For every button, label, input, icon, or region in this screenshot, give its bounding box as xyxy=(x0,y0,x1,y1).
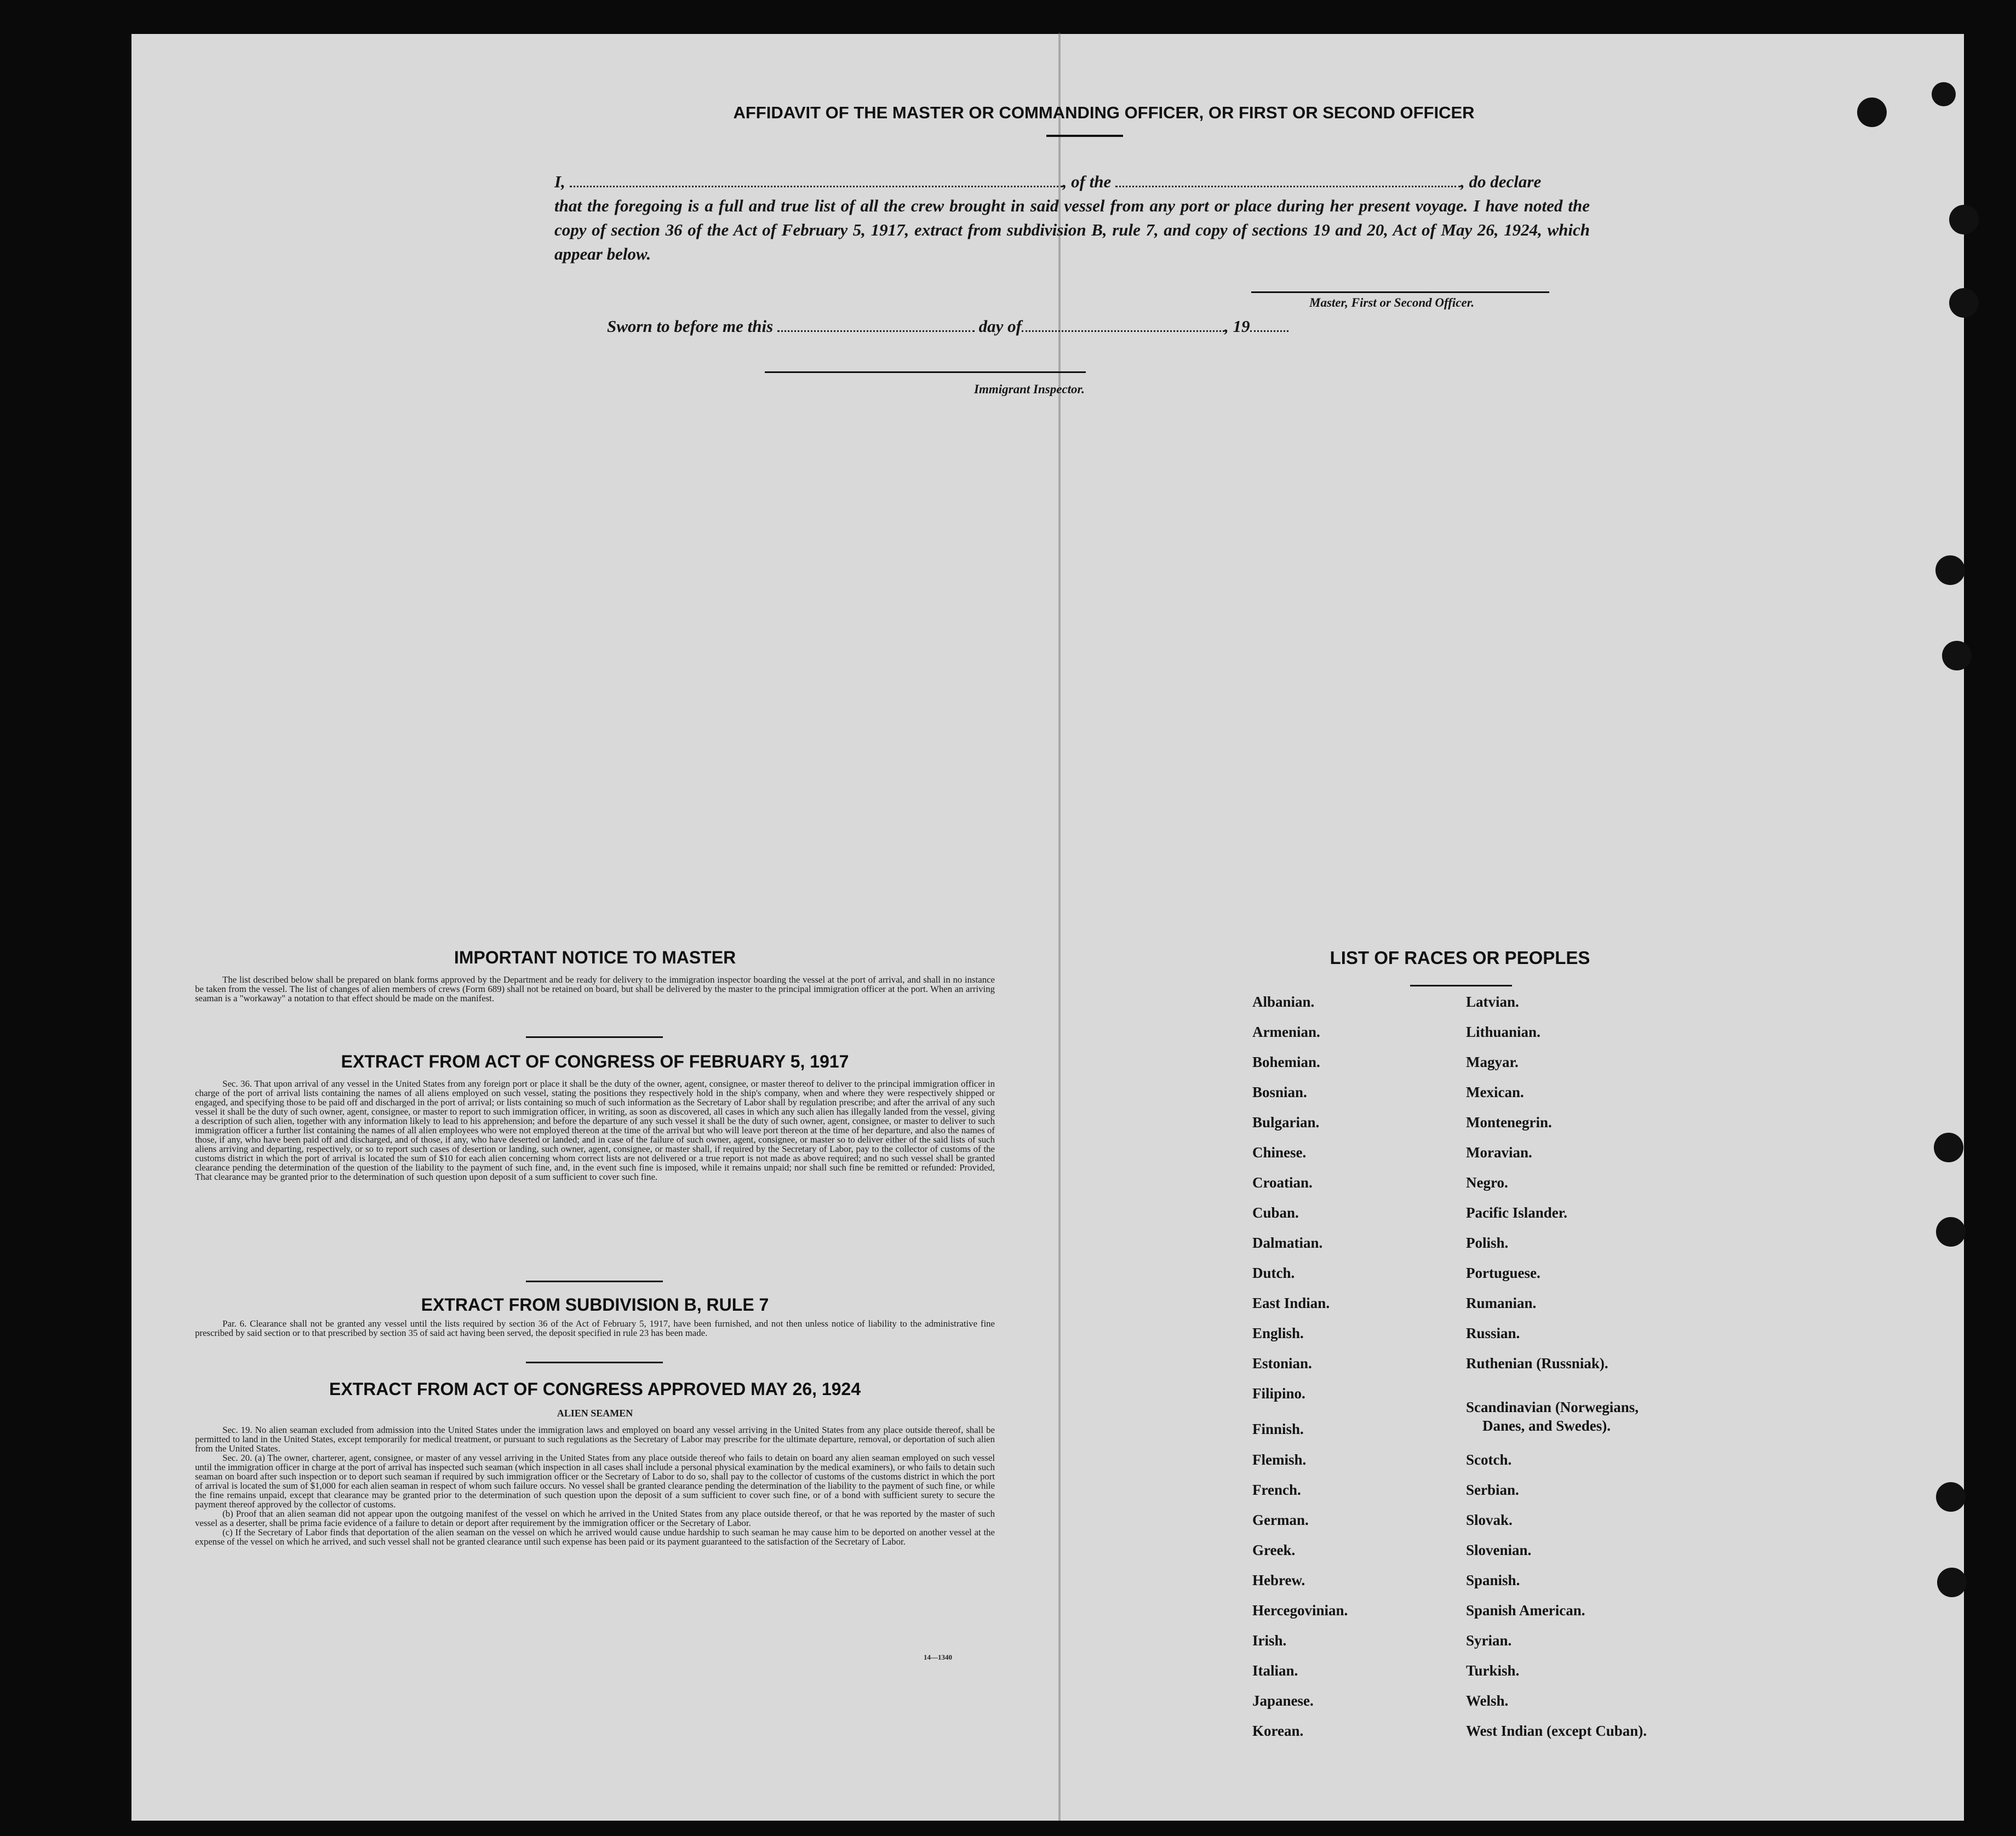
affidavit-title: AFFIDAVIT OF THE MASTER OR COMMANDING OFFICER, OR FIRST OR SECOND OFFICER xyxy=(733,103,1475,122)
document-page xyxy=(131,34,1964,1821)
binder-hole-7 xyxy=(1934,1133,1963,1162)
master-signature-line[interactable] xyxy=(1251,291,1549,293)
binder-hole-4 xyxy=(1949,288,1979,318)
officer-name-blank[interactable] xyxy=(570,173,1063,187)
race-item: Slovak. xyxy=(1466,1512,1513,1528)
inspector-caption: Immigrant Inspector. xyxy=(974,382,1085,396)
declaration-body: that the foregoing is a full and true list of all the crew brought in said vessel from any port or place during her present voyage. I have noted the copy of section 36 of the Act of February 5, 1917, extract from subdivision B, rule 7, and copy of sections 19 and 20, Act of May 26, 1924, which appear below. xyxy=(554,196,1590,263)
races-divider xyxy=(1410,985,1512,986)
race-item: West Indian (except Cuban). xyxy=(1466,1723,1647,1739)
race-item: Slovenian. xyxy=(1466,1542,1532,1558)
declaration-mid: , of the xyxy=(1062,172,1112,191)
race-item: Hercegovinian. xyxy=(1252,1602,1348,1619)
race-item: Dalmatian. xyxy=(1252,1235,1323,1251)
race-item: German. xyxy=(1252,1512,1309,1528)
sec20b-text: (b) Proof that an alien seaman did not appear upon the outgoing manifest of the vessel on which he arrived in the United States from any place outside thereof, or that he was reported by the master of such vessel as a deserter, shall be prima facie evidence of a failure to detain or deport after requirement by the immigration officer or the Secretary of Labor. xyxy=(195,1508,995,1528)
race-item: Irish. xyxy=(1252,1632,1287,1649)
race-item: Moravian. xyxy=(1466,1144,1532,1161)
sworn-day-label: day of xyxy=(978,317,1022,336)
race-item: Syrian. xyxy=(1466,1632,1512,1649)
sworn-year-label: , 19 xyxy=(1224,317,1250,336)
master-caption: Master, First or Second Officer. xyxy=(1309,296,1475,309)
race-item: Japanese. xyxy=(1252,1692,1314,1709)
race-item: Ruthenian (Russniak). xyxy=(1466,1355,1608,1372)
race-item: Flemish. xyxy=(1252,1451,1307,1468)
race-item: Scandinavian (Norwegians, xyxy=(1466,1399,1639,1415)
extract-1924-body xyxy=(195,1425,995,1546)
race-item: Spanish American. xyxy=(1466,1602,1585,1619)
race-item: Cuban. xyxy=(1252,1204,1299,1221)
race-item: Albanian. xyxy=(1252,994,1315,1010)
binder-hole-3 xyxy=(1949,205,1979,234)
alien-seamen-subtitle: ALIEN SEAMEN xyxy=(557,1408,633,1419)
race-item: Magyar. xyxy=(1466,1054,1519,1070)
race-item: Mexican. xyxy=(1466,1084,1524,1100)
binder-hole-6 xyxy=(1942,641,1972,670)
sec20c-text: (c) If the Secretary of Labor finds that deportation of the alien seaman on the vessel on which he arrived would cause undue hardship to such seaman he may cause him to be deported on another vessel at the expense of the vessel on which he arrived, and such vessel shall not be granted clearance until such expense has been paid or its payment guaranteed to the satisfaction of the Secretary of Labor. xyxy=(195,1527,995,1547)
race-item: English. xyxy=(1252,1325,1304,1341)
form-number: 14—1340 xyxy=(924,1653,952,1661)
race-item: Montenegrin. xyxy=(1466,1114,1552,1131)
declaration-end: , do declare xyxy=(1461,172,1542,191)
sworn-line xyxy=(607,317,1288,336)
page-fold xyxy=(1058,33,1061,1821)
race-item: Rumanian. xyxy=(1466,1295,1537,1311)
race-item: Polish. xyxy=(1466,1235,1509,1251)
race-item: East Indian. xyxy=(1252,1295,1330,1311)
declaration-prefix: I, xyxy=(554,172,565,191)
binder-hole-8 xyxy=(1936,1217,1966,1247)
sworn-month-blank[interactable] xyxy=(1022,317,1224,332)
race-item: Croatian. xyxy=(1252,1174,1313,1191)
race-item: Serbian. xyxy=(1466,1482,1519,1498)
vessel-name-blank[interactable] xyxy=(1115,173,1461,187)
race-item: Portuguese. xyxy=(1466,1265,1540,1281)
sec19-text: Sec. 19. No alien seaman excluded from admission into the United States under the immigration laws and employed on board any vessel arriving in the United States from any place outside thereof, shall be permitted to land in the United States, except temporarily for medical treatment, or pursuant to such regulations as the Secretary of Labor may prescribe for the ultimate departure, removal, or deportation of such alien from the United States. xyxy=(195,1425,995,1454)
race-item: Greek. xyxy=(1252,1542,1296,1558)
binder-hole-1 xyxy=(1857,97,1887,127)
notice-title: IMPORTANT NOTICE TO MASTER xyxy=(454,948,736,967)
race-item: Welsh. xyxy=(1466,1692,1509,1709)
race-item: French. xyxy=(1252,1482,1301,1498)
rule7-text: Par. 6. Clearance shall not be granted any vessel until the lists required by section 36 of the Act of February 5, 1917, have been furnished, and not then unless notice of liability to the administrative fine prescribed by said section or to that prescribed by section 35 of said act having been served, the deposit specified in rule 23 has been made. xyxy=(195,1318,995,1338)
race-item: Korean. xyxy=(1252,1723,1304,1739)
extract-1917-title: EXTRACT FROM ACT OF CONGRESS OF FEBRUARY 5, 1917 xyxy=(341,1052,849,1071)
notice-text: The list described below shall be prepared on blank forms approved by the Department and be ready for delivery to the immigration inspector boarding the vessel at the port of arrival, and shall in no instance be taken from the vessel. The list of changes of alien members of crews (Form 689) shall not be retained on board, but shall be delivered by the master to the principal immigration officer at the port. When an arriving seaman is a "workaway" a notation to that effect should be made on the manifest. xyxy=(195,974,995,1003)
extract-1924-title: EXTRACT FROM ACT OF CONGRESS APPROVED MAY 26, 1924 xyxy=(329,1379,861,1399)
divider-3 xyxy=(526,1362,663,1363)
sworn-day-blank[interactable] xyxy=(777,317,975,332)
divider-1 xyxy=(526,1036,663,1038)
inspector-signature-line[interactable] xyxy=(765,371,1086,373)
race-item: Filipino. xyxy=(1252,1385,1305,1402)
race-item: Pacific Islander. xyxy=(1466,1204,1567,1221)
binder-hole-2 xyxy=(1932,82,1956,106)
race-item: Russian. xyxy=(1466,1325,1520,1341)
race-item: Hebrew. xyxy=(1252,1572,1305,1588)
race-item: Lithuanian. xyxy=(1466,1024,1540,1040)
sec20a-text: Sec. 20. (a) The owner, charterer, agent, consignee, or master of any vessel arriving in the United States from any place outside thereof who fails to detain on board any alien seaman employed on such vessel until the immigration officer in charge at the port of arrival has inspected such seaman (which inspection in all cases shall include a personal physical examination by the medical examiners), or who fails to detain such seaman on board after such inspection or to deport such seaman if required by such immigration officer or the Secretary of Labor to do so, shall pay to the collector of customs of the customs district in which the port of arrival is located the sum of $1,000 for each alien seaman in respect of whom such failure occurs. No vessel shall be granted clearance pending the determination of the liability to the payment of such fine, or while the fine remains unpaid, except that clearance may be granted prior to the determination of such question upon the deposit of a sum sufficient to cover such fine, or of a bond with sufficient surety to secure the payment thereof approved by the collector of customs. xyxy=(195,1453,995,1510)
race-item: Dutch. xyxy=(1252,1265,1295,1281)
race-item: Estonian. xyxy=(1252,1355,1312,1372)
sworn-year-blank[interactable] xyxy=(1250,317,1288,332)
race-item: Latvian. xyxy=(1466,994,1519,1010)
race-item: Scotch. xyxy=(1466,1451,1512,1468)
affidavit-declaration xyxy=(554,170,1590,266)
race-item: Italian. xyxy=(1252,1662,1298,1679)
sworn-prefix: Sworn to before me this xyxy=(607,317,774,336)
binder-hole-10 xyxy=(1937,1568,1967,1597)
race-item: Chinese. xyxy=(1252,1144,1307,1161)
race-item: Negro. xyxy=(1466,1174,1508,1191)
race-item: Spanish. xyxy=(1466,1572,1520,1588)
race-item: Bohemian. xyxy=(1252,1054,1320,1070)
title-divider xyxy=(1046,135,1123,137)
race-item: Turkish. xyxy=(1466,1662,1520,1679)
races-title: LIST OF RACES OR PEOPLES xyxy=(1330,948,1590,968)
race-item-continued: Danes, and Swedes). xyxy=(1482,1418,1611,1434)
binder-hole-5 xyxy=(1935,555,1965,585)
race-item: Finnish. xyxy=(1252,1421,1304,1437)
extract-1917-text: Sec. 36. That upon arrival of any vessel in the United States from any foreign port or place it shall be the duty of the owner, agent, consignee, or master thereof to deliver to the principal immigration officer in charge of the port of arrival lists containing the names of all aliens employed on such vessel, stating the positions they respectively hold in the ship's company, when and where they were respectively shipped or engaged, and specifying those to be paid off and discharged in the port of arrival; or lists containing so much of such information as the Secretary of Labor shall by regulation prescribe; and after the arrival of any such vessel it shall be the duty of such owner, agent, consignee, or master to report to such immigration officer, in writing, as soon as discovered, all cases in which any such alien has illegally landed from the vessel, giving a description of such alien, together with any information likely to lead to his apprehension; and before the departure of any such vessel it shall be the duty of such owner, agent, consignee, or master to deliver to such immigration officer a further list containing the names of all alien employees who were not employed thereon at the time of the arrival but who will leave port thereon at the time of her departure, and also the names of those, if any, who have been paid off and discharged, and of those, if any, who have deserted or landed; and in case of the failure of such owner, agent, consignee, or master so to deliver either of the said lists of such aliens arriving and departing, respectively, or so to report such cases of desertion or landing, such owner, agent, consignee, or master shall, if required by the Secretary of Labor, pay to the collector of customs of the customs district in which the port of arrival is located the sum of $10 for each alien concerning whom correct lists are not delivered or a true report is not made as above required; and no such vessel shall be granted clearance pending the determination of the question of the liability to the payment of such fine, and, in the event such fine is imposed, while it remains unpaid; nor shall such fine be remitted or refunded: Provided, That clearance may be granted prior to the determination of such question upon deposit of a sum sufficient to cover such fine. xyxy=(195,1078,995,1182)
rule7-title: EXTRACT FROM SUBDIVISION B, RULE 7 xyxy=(421,1295,769,1315)
binder-hole-9 xyxy=(1936,1482,1966,1512)
race-item: Bosnian. xyxy=(1252,1084,1307,1100)
race-item: Bulgarian. xyxy=(1252,1114,1320,1131)
race-item: Armenian. xyxy=(1252,1024,1320,1040)
divider-2 xyxy=(526,1281,663,1282)
declaration-line xyxy=(554,170,1590,194)
